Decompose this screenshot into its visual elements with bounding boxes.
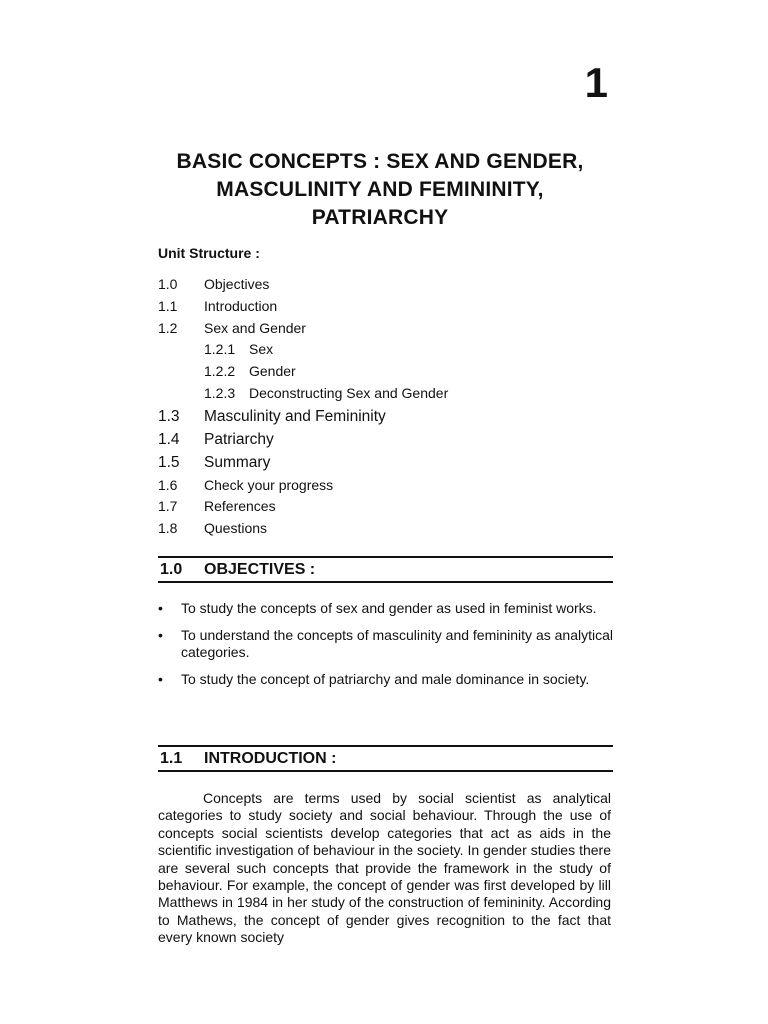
toc-item-label: Sex xyxy=(249,341,274,358)
toc-item-number: 1.5 xyxy=(158,454,180,472)
toc-item-label: Patriarchy xyxy=(204,431,274,449)
toc-item xyxy=(158,451,618,474)
toc-item-number: 1.3 xyxy=(158,407,180,425)
toc-item-number: 1.2.1 xyxy=(204,341,236,358)
table-of-contents xyxy=(158,274,618,540)
toc-item-number: 1.7 xyxy=(158,498,178,515)
introduction-section-heading xyxy=(158,745,613,772)
section-number: 1.0 xyxy=(160,561,183,578)
objective-text: To study the concepts of sex and gender as used in feminist works. xyxy=(181,600,597,616)
toc-item-label: References xyxy=(204,498,276,515)
toc-item xyxy=(158,274,618,296)
toc-item-number: 1.4 xyxy=(158,431,180,449)
toc-item xyxy=(158,428,618,451)
objective-item xyxy=(158,671,613,688)
toc-subitem xyxy=(158,339,618,361)
toc-item-label: Introduction xyxy=(204,297,278,314)
objective-text: To understand the concepts of masculinity and femininity as analytical categories. xyxy=(181,627,613,660)
toc-item xyxy=(158,296,618,318)
toc-item-number: 1.8 xyxy=(158,520,178,537)
toc-item-number: 1.2.2 xyxy=(204,363,236,380)
toc-item-label: Check your progress xyxy=(204,476,334,493)
bullet-icon: • xyxy=(158,671,163,687)
chapter-title-line: MASCULINITY AND FEMININITY, xyxy=(216,178,544,201)
objective-item xyxy=(158,600,613,617)
toc-item-number: 1.0 xyxy=(158,276,178,292)
objectives-section-heading xyxy=(158,556,613,583)
bullet-icon: • xyxy=(158,600,163,616)
objectives-list xyxy=(158,600,613,698)
toc-item-number: 1.6 xyxy=(158,476,178,493)
introduction-paragraph: Concepts are terms used by social scientist as analytical categories to study society and social behaviour. Through the use of concepts social scientists develop categories that act as aids in the scientific investigation of behaviour in the society. In gender studies there are several such concepts that provide the framework in the study of behaviour. For example, the concept of gender was first developed by lill Matthews in 1984 in her study of the construction of femininity. According to Mathews, the concept of gender gives recognition to the fact that every known society xyxy=(158,790,611,946)
toc-item xyxy=(158,475,618,497)
objective-item xyxy=(158,627,613,661)
toc-item-number: 1.2 xyxy=(158,319,178,336)
toc-item-number: 1.1 xyxy=(158,297,178,314)
toc-subitem xyxy=(158,383,618,405)
chapter-title-line: PATRIARCHY xyxy=(311,206,449,229)
toc-item xyxy=(158,518,618,540)
toc-item xyxy=(158,496,618,518)
toc-item-label: Gender xyxy=(249,363,296,380)
toc-item-label: Objectives xyxy=(204,276,270,292)
toc-subitem xyxy=(158,361,618,383)
toc-item-label: Deconstructing Sex and Gender xyxy=(249,384,449,401)
chapter-number: 1 xyxy=(584,59,608,106)
objective-text: To study the concept of patriarchy and male dominance in society. xyxy=(181,671,590,687)
toc-item xyxy=(158,405,618,428)
toc-item-label: Sex and Gender xyxy=(204,319,306,336)
chapter-title xyxy=(130,148,630,232)
toc-item xyxy=(158,318,618,340)
toc-item-label: Questions xyxy=(204,520,268,537)
section-number: 1.1 xyxy=(160,750,183,767)
chapter-title-line: BASIC CONCEPTS : SEX AND GENDER, xyxy=(176,150,584,173)
toc-item-number: 1.2.3 xyxy=(204,384,236,401)
section-title: OBJECTIVES : xyxy=(204,561,316,578)
section-title: INTRODUCTION : xyxy=(204,750,337,767)
toc-item-label: Summary xyxy=(204,454,271,472)
bullet-icon: • xyxy=(158,627,163,643)
toc-item-label: Masculinity and Femininity xyxy=(204,407,386,425)
unit-structure-heading: Unit Structure : xyxy=(158,245,260,261)
